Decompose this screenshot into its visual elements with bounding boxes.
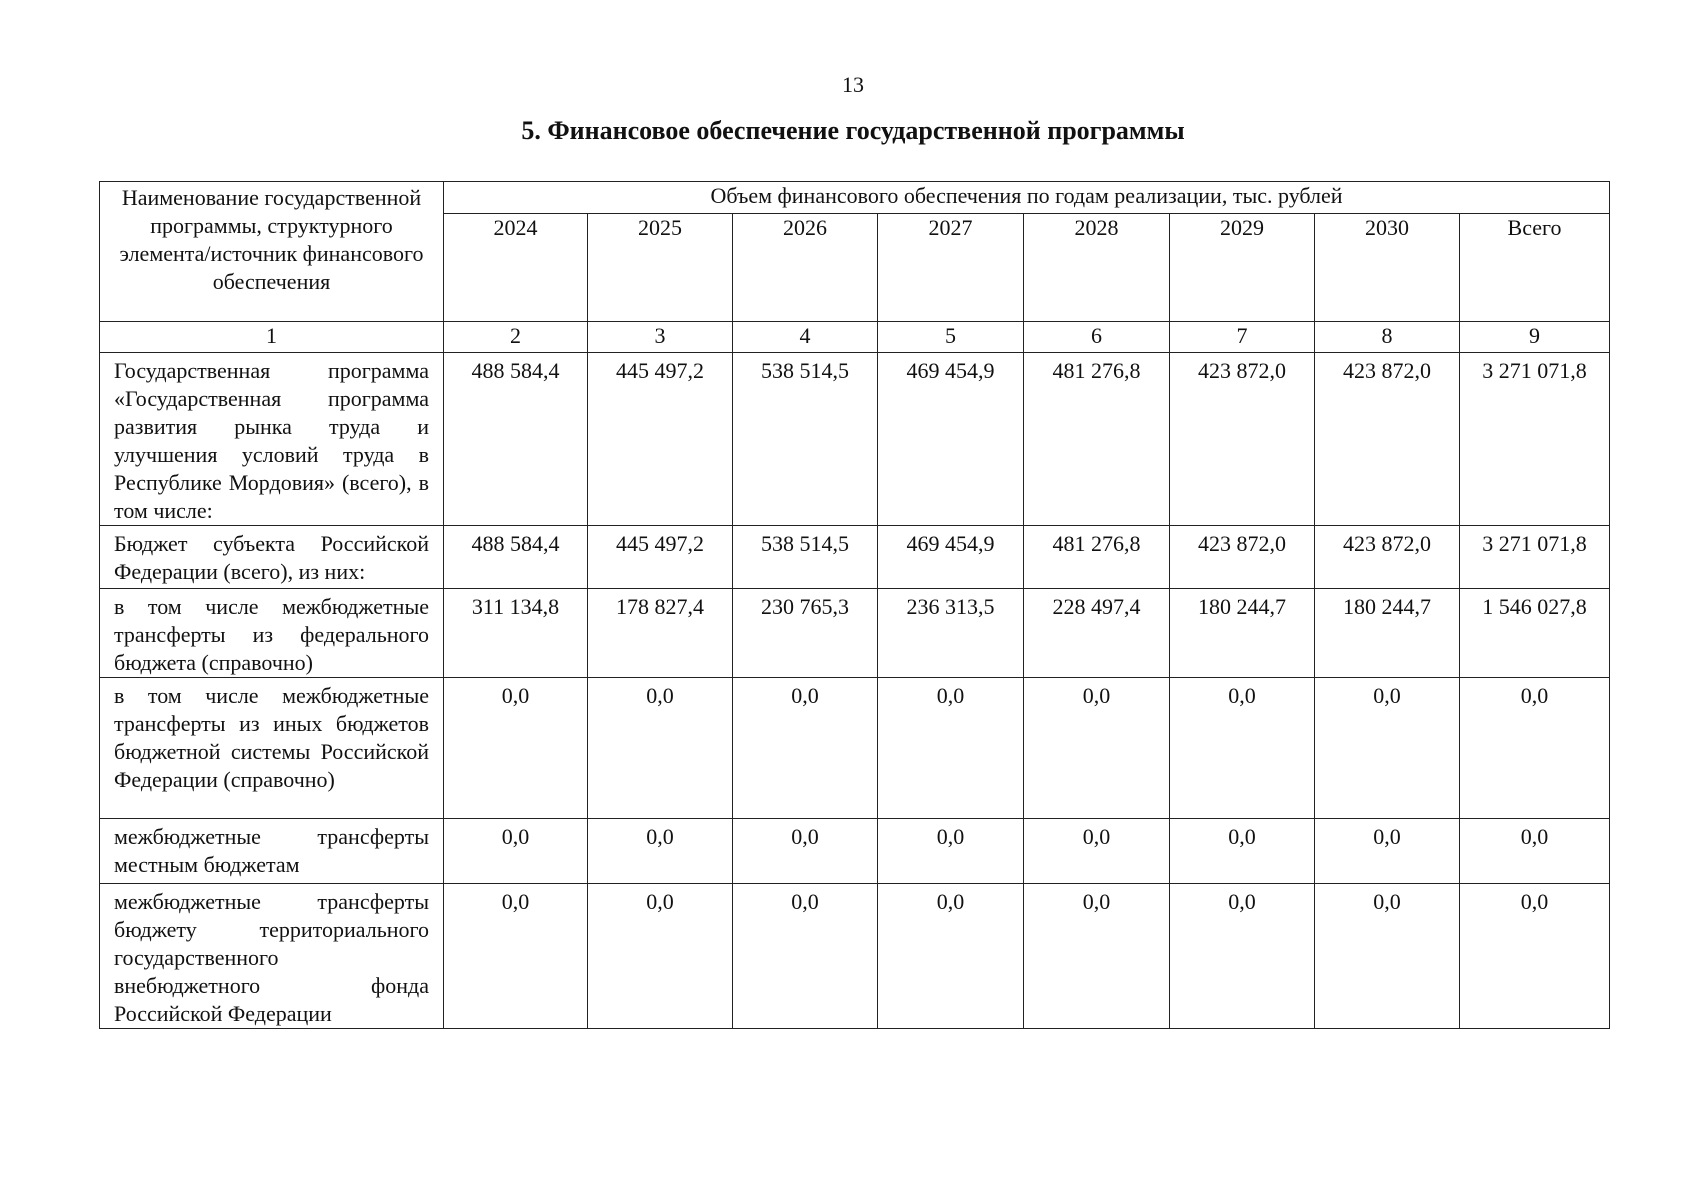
row-value: 423 872,0: [1170, 526, 1315, 589]
table-row: [100, 589, 1610, 678]
column-number: 1: [100, 322, 444, 353]
row-value: 423 872,0: [1315, 353, 1460, 526]
row-name: в том числе межбюджетные трансферты из иных бюджетов бюджетной системы Российской Федерации (справочно): [100, 678, 444, 819]
row-value: 230 765,3: [733, 589, 878, 678]
row-value: 445 497,2: [588, 353, 733, 526]
row-value: 423 872,0: [1170, 353, 1315, 526]
page-title: 5. Финансовое обеспечение государственной программы: [521, 116, 1185, 145]
row-value: 180 244,7: [1170, 589, 1315, 678]
row-value: 0,0: [1024, 678, 1170, 819]
row-total: 0,0: [1460, 678, 1610, 819]
financing-table: [99, 181, 1610, 1029]
row-total: 0,0: [1460, 819, 1610, 884]
row-value: 0,0: [1024, 884, 1170, 1029]
row-value: 445 497,2: [588, 526, 733, 589]
table-row: [100, 526, 1610, 589]
table-row: [100, 819, 1610, 884]
table-row: [100, 884, 1610, 1029]
row-value: 538 514,5: [733, 526, 878, 589]
row-value: 236 313,5: [878, 589, 1024, 678]
row-value: 0,0: [1170, 884, 1315, 1029]
row-value: 0,0: [733, 884, 878, 1029]
year-header: 2024: [444, 214, 588, 322]
row-total: 3 271 071,8: [1460, 526, 1610, 589]
table-row: [100, 353, 1610, 526]
group-header: Объем финансового обеспечения по годам реализации, тыс. рублей: [444, 182, 1610, 214]
row-name: межбюджетные трансферты местным бюджетам: [100, 819, 444, 884]
page-number: 13: [842, 72, 864, 97]
column-number: 4: [733, 322, 878, 353]
row-value: 0,0: [1024, 819, 1170, 884]
row-value: 0,0: [1315, 678, 1460, 819]
table-row: [100, 678, 1610, 819]
column-number: 2: [444, 322, 588, 353]
row-value: 481 276,8: [1024, 526, 1170, 589]
row-value: 423 872,0: [1315, 526, 1460, 589]
row-value: 0,0: [444, 884, 588, 1029]
row-value: 488 584,4: [444, 526, 588, 589]
row-value: 0,0: [1315, 884, 1460, 1029]
row-name: Государственная программа «Государственная программа развития рынка труда и улучшения условий труда в Республике Мордовия» (всего), в том числе:: [100, 353, 444, 526]
year-header: 2025: [588, 214, 733, 322]
row-value: 178 827,4: [588, 589, 733, 678]
row-name: в том числе межбюджетные трансферты из федерального бюджета (справочно): [100, 589, 444, 678]
row-value: 469 454,9: [878, 526, 1024, 589]
year-header: 2026: [733, 214, 878, 322]
column-number: 3: [588, 322, 733, 353]
row-value: 0,0: [1170, 819, 1315, 884]
year-header: 2027: [878, 214, 1024, 322]
row-name: межбюджетные трансферты бюджету территориального государственного внебюджетного фонда Российской Федерации: [100, 884, 444, 1029]
column-number: 9: [1460, 322, 1610, 353]
name-column-header: Наименование государственной программы, структурного элемента/источник финансового обеспечения: [100, 182, 444, 322]
row-name: Бюджет субъекта Российской Федерации (всего), из них:: [100, 526, 444, 589]
year-header: 2028: [1024, 214, 1170, 322]
column-number: 7: [1170, 322, 1315, 353]
row-value: 488 584,4: [444, 353, 588, 526]
row-value: 311 134,8: [444, 589, 588, 678]
column-number: 8: [1315, 322, 1460, 353]
row-total: 0,0: [1460, 884, 1610, 1029]
column-number-row: [100, 322, 1610, 353]
row-value: 0,0: [733, 819, 878, 884]
row-value: 0,0: [588, 819, 733, 884]
row-value: 0,0: [878, 678, 1024, 819]
row-value: 481 276,8: [1024, 353, 1170, 526]
row-value: 469 454,9: [878, 353, 1024, 526]
row-value: 0,0: [878, 884, 1024, 1029]
row-value: 0,0: [878, 819, 1024, 884]
row-value: 0,0: [1170, 678, 1315, 819]
row-value: 538 514,5: [733, 353, 878, 526]
row-value: 0,0: [588, 678, 733, 819]
header-row-group: [100, 182, 1610, 214]
year-header: 2030: [1315, 214, 1460, 322]
year-header: 2029: [1170, 214, 1315, 322]
row-value: 228 497,4: [1024, 589, 1170, 678]
row-value: 0,0: [588, 884, 733, 1029]
row-value: 180 244,7: [1315, 589, 1460, 678]
total-header: Всего: [1460, 214, 1610, 322]
row-value: 0,0: [1315, 819, 1460, 884]
row-total: 3 271 071,8: [1460, 353, 1610, 526]
column-number: 6: [1024, 322, 1170, 353]
row-total: 1 546 027,8: [1460, 589, 1610, 678]
row-value: 0,0: [444, 819, 588, 884]
row-value: 0,0: [444, 678, 588, 819]
column-number: 5: [878, 322, 1024, 353]
row-value: 0,0: [733, 678, 878, 819]
